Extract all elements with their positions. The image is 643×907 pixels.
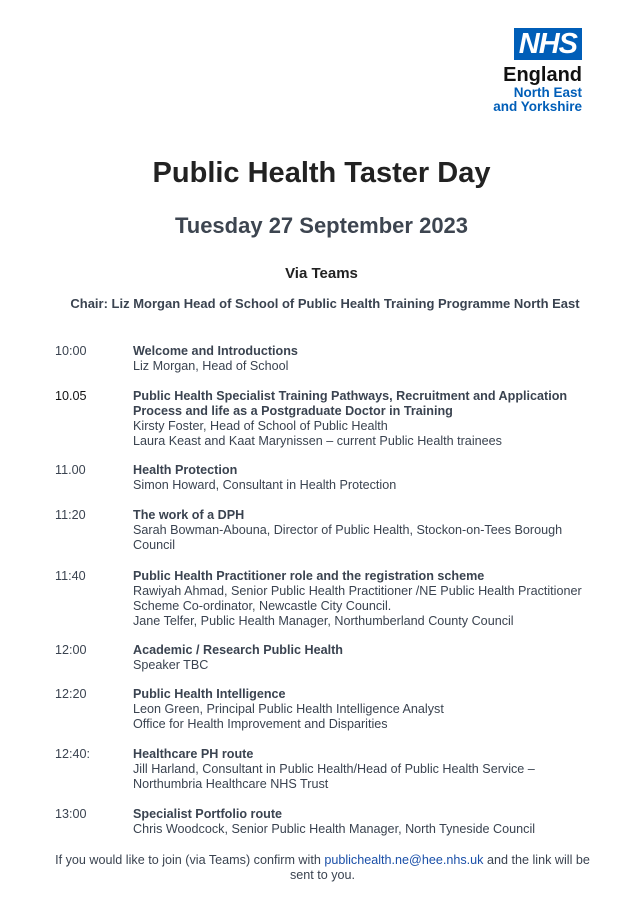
- agenda-body: [133, 643, 603, 673]
- agenda-title: Academic / Research Public Health: [133, 643, 343, 657]
- agenda-speaker: Rawiyah Ahmad, Senior Public Health Practitioner /NE Public Health Practitioner Scheme Co-ordinator, Newcastle City Council.: [133, 584, 582, 613]
- page-title: Public Health Taster Day: [152, 157, 491, 189]
- agenda-body: [133, 389, 603, 449]
- agenda-speaker: Jill Harland, Consultant in Public Health/Head of Public Health Service – Northumbria Healthcare NHS Trust: [133, 762, 535, 791]
- agenda-time: 11:20: [55, 508, 86, 522]
- chair-line: Chair: Liz Morgan Head of School of Public Health Training Programme North East: [70, 296, 580, 311]
- agenda-time: 11.00: [55, 463, 86, 477]
- logo-region-1: North East: [513, 85, 582, 100]
- agenda-body: [133, 807, 603, 837]
- agenda-time: 12:20: [55, 687, 87, 701]
- agenda-time: 12:00: [55, 643, 87, 657]
- agenda-time: 12:40:: [55, 747, 91, 761]
- logo-region-2: and Yorkshire: [493, 99, 582, 114]
- logo-org: England: [503, 64, 582, 86]
- agenda-title: Public Health Intelligence: [133, 687, 286, 701]
- agenda-title: The work of a DPH: [133, 508, 245, 522]
- agenda-body: [133, 569, 603, 629]
- agenda-speaker: Laura Keast and Kaat Marynissen – current Public Health trainees: [133, 434, 502, 448]
- agenda-time: 13:00: [55, 807, 87, 821]
- agenda-title: Welcome and Introductions: [133, 344, 298, 358]
- footer-text-end: and the link will be sent to you.: [289, 853, 590, 882]
- agenda-time: 10:00: [55, 344, 87, 358]
- agenda-title: Healthcare PH route: [133, 747, 254, 761]
- agenda-body: [133, 687, 603, 732]
- footer-note: [50, 853, 595, 883]
- agenda-body: [133, 463, 603, 493]
- agenda-speaker: Speaker TBC: [133, 658, 209, 672]
- agenda-speaker: Leon Green, Principal Public Health Intelligence Analyst: [133, 702, 444, 716]
- agenda-body: [133, 508, 603, 553]
- agenda-title: Public Health Specialist Training Pathways, Recruitment and Application Process and life as a Postgraduate Doctor in Training: [133, 389, 568, 418]
- agenda-title: Public Health Practitioner role and the registration scheme: [133, 569, 485, 583]
- agenda-speaker: Simon Howard, Consultant in Health Protection: [133, 478, 397, 492]
- footer-text: If you would like to join (via Teams) confirm with: [55, 853, 325, 867]
- contact-email-link[interactable]: publichealth.ne@hee.nhs.uk: [324, 853, 484, 867]
- event-date: Tuesday 27 September 2023: [174, 213, 469, 238]
- nhs-england-logo: [486, 28, 582, 114]
- agenda-body: [133, 344, 603, 374]
- agenda-body: [133, 747, 603, 792]
- agenda-title: Health Protection: [133, 463, 238, 477]
- event-venue: Via Teams: [285, 265, 358, 282]
- agenda-speaker: Liz Morgan, Head of School: [133, 359, 289, 373]
- agenda-time: 11:40: [55, 569, 86, 583]
- agenda-title: Specialist Portfolio route: [133, 807, 283, 821]
- agenda-speaker: Office for Health Improvement and Disparities: [133, 717, 388, 731]
- agenda-speaker: Chris Woodcock, Senior Public Health Manager, North Tyneside Council: [133, 822, 536, 836]
- agenda-speaker: Jane Telfer, Public Health Manager, Northumberland County Council: [133, 614, 514, 628]
- agenda-speaker: Kirsty Foster, Head of School of Public Health: [133, 419, 388, 433]
- agenda-speaker: Sarah Bowman-Abouna, Director of Public Health, Stockon-on-Tees Borough Council: [133, 523, 563, 552]
- nhs-logo-box: NHS: [514, 28, 582, 60]
- agenda-time: 10.05: [55, 389, 87, 403]
